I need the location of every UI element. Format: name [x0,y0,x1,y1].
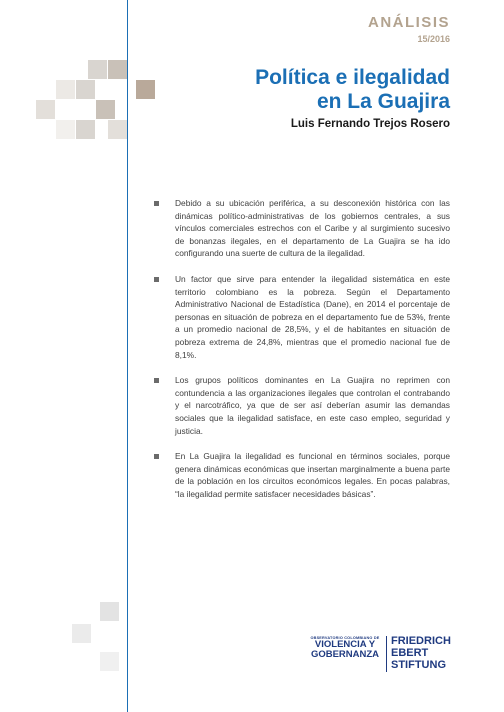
square-bullet-icon [154,201,159,206]
summary-list [154,197,450,513]
list-item-text: En La Guajira la ilegalidad es funcional en términos sociales, porque genera dinámicas económicas que insertan marginalmente a buena parte de la población en los circuitos económicos legales. En pocas palabras, “la ilegalidad permite satisfacer necesidades básicas”. [175,451,450,499]
title-line-1: Política e ilegalidad [255,66,450,89]
issue-number: 15/2016 [417,34,450,44]
list-item [154,374,450,437]
page-title [160,66,450,114]
logo-divider [386,636,387,672]
list-item [154,197,450,260]
observatorio-logo-line-1: VIOLENCIA Y [314,639,376,650]
square-bullet-icon [154,454,159,459]
vertical-rule [127,0,128,712]
square-bullet-icon [154,378,159,383]
list-item-text: Los grupos políticos dominantes en La Guajira no reprimen con contundencia a las organizaciones ilegales que controlan el contrabando y el narcotráfico, ya que de ser así deberían asumir las demandas sociales que la ilegalidad satisface, en este caso empleo, seguridad y justicia. [175,375,450,436]
fes-logo-line-2: EBERT [391,647,429,659]
observatorio-logo [308,636,382,660]
list-item [154,450,450,500]
title-line-2: en La Guajira [316,90,450,113]
author-name: Luis Fernando Trejos Rosero [290,118,450,130]
square-bullet-icon [154,277,159,282]
fes-logo-line-1: FRIEDRICH [391,635,451,647]
observatorio-logo-small: OBSERVATORIO COLOMBIANO DE [310,636,380,640]
list-item-text: Un factor que sirve para entender la ilegalidad sistemática en este territorio colombiano es la pobreza. Según el Departamento Administrativo Nacional de Estadística (Dane), en 2014 el porcentaje de personas en situación de pobreza en el departamento fue de 53%, frente a un promedio nacional de 28,5%, y el de habitantes en situación de pobreza extrema de 24,8%, mientras que el promedio nacional fue de 8,1%. [175,273,450,360]
fes-logo-line-3: STIFTUNG [391,659,446,671]
fes-logo [391,635,451,671]
list-item-text: Debido a su ubicación periférica, a su desconexión histórica con las dinámicas político-administrativas de los gobiernos centrales, a sus vínculos comerciales estrechos con el Caribe y al surgimiento sucesivo de bonanzas ilegales, en el departamento de La Guajira se ha ido configurando una suerte de cultura de la ilegalidad. [175,198,450,259]
observatorio-logo-line-2: GOBERNANZA [310,649,380,660]
list-item [154,273,450,361]
series-label: ANÁLISIS [367,14,450,31]
